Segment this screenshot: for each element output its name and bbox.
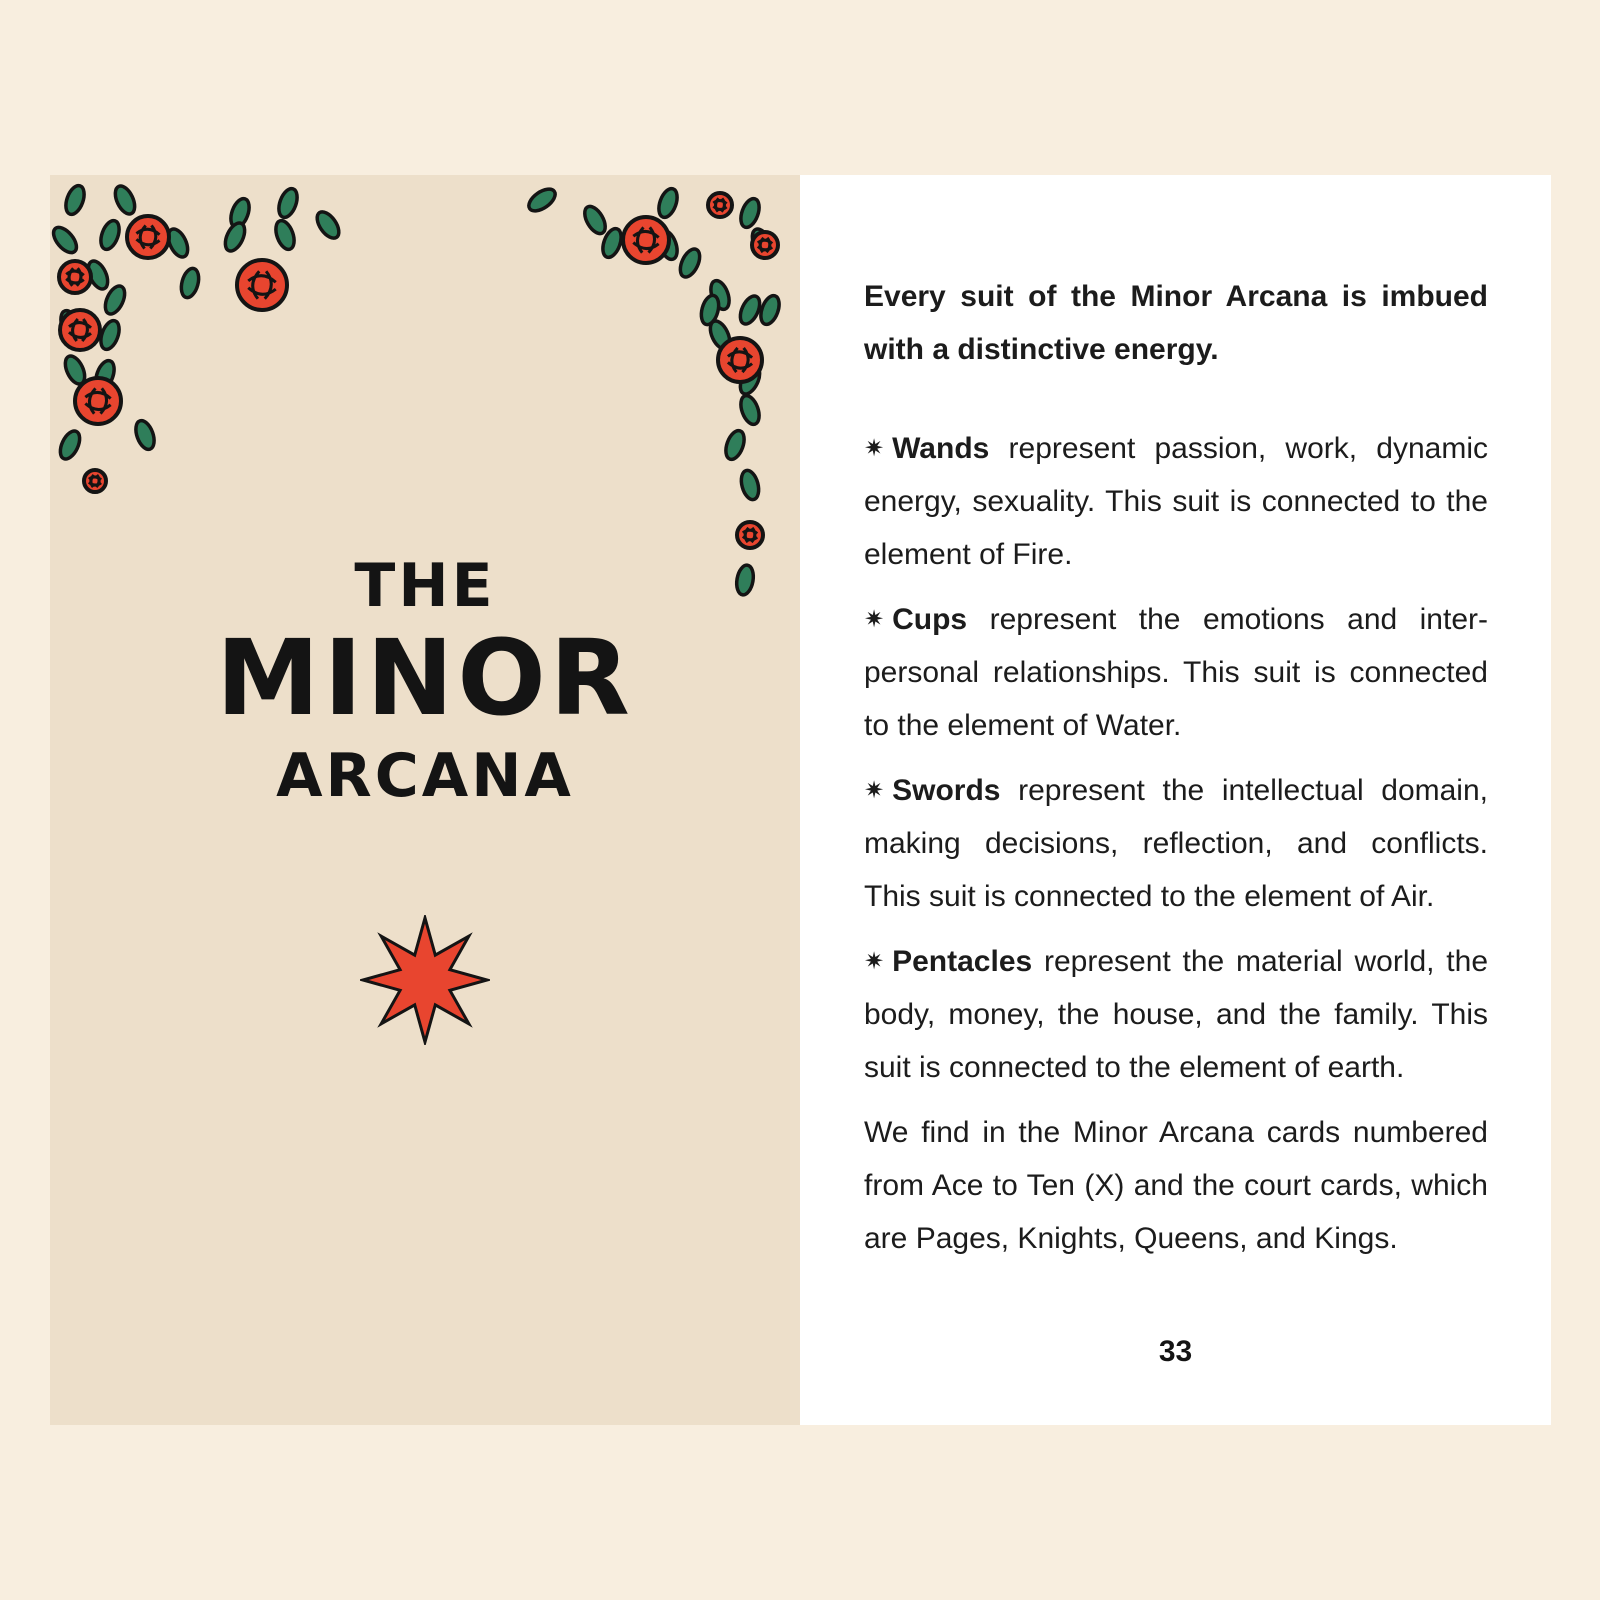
chapter-title <box>50 553 800 811</box>
rose-icon <box>127 216 169 258</box>
rose-icon <box>623 217 669 263</box>
rose-icon <box>752 232 778 258</box>
suit-description: represent the intellectual domain, making decisions, reflection, and conflicts. This suit is connected to the element of Air. <box>864 774 1488 913</box>
leaf-icon <box>313 208 343 242</box>
leaf-icon <box>132 418 157 452</box>
leaf-icon <box>738 468 761 501</box>
text-column <box>864 270 1488 1265</box>
rose-icon <box>708 193 732 217</box>
closing-paragraph: We find in the Minor Arcana cards numbered from Ace to Ten (X) and the court cards, which are Pages, Knights, Queens, and Kings. <box>864 1116 1488 1255</box>
bullet-star-icon: ✷ <box>864 777 885 804</box>
leaf-icon <box>62 183 87 217</box>
suit-description: represent the material world, the body, money, the house, and the family. This suit is connected to the element of earth. <box>864 945 1488 1084</box>
suit-description: represent passion, work, dynamic energy, sexuality. This suit is connected to the element of Fire. <box>864 432 1488 571</box>
leaf-icon <box>97 218 122 252</box>
suit-paragraph-wands <box>864 422 1488 581</box>
leaf-icon <box>757 293 782 327</box>
suit-name: Cups <box>892 603 968 636</box>
leaf-icon <box>676 246 703 280</box>
eight-point-star-icon <box>360 915 490 1045</box>
rose-icon <box>75 378 121 424</box>
bullet-star-icon: ✷ <box>864 948 885 975</box>
suit-name: Pentacles <box>892 945 1033 978</box>
leaf-icon <box>221 220 248 254</box>
rose-icon <box>84 470 106 492</box>
rose-icon <box>718 338 762 382</box>
rose-icon <box>237 260 287 310</box>
suit-name: Wands <box>892 432 990 465</box>
bullet-star-icon: ✷ <box>864 435 885 462</box>
intro-paragraph: Every suit of the Minor Arcana is imbued with a distinctive energy. <box>864 280 1488 366</box>
leaf-icon <box>736 293 763 327</box>
suit-paragraph-cups <box>864 593 1488 752</box>
rose-icon <box>737 522 763 548</box>
bullet-star-icon: ✷ <box>864 606 885 633</box>
leaf-icon <box>737 393 762 427</box>
leaf-icon <box>50 223 81 256</box>
leaf-icon <box>275 186 300 220</box>
right-page <box>800 175 1551 1425</box>
title-line-minor: MINOR <box>216 617 634 739</box>
suit-description: represent the emotions and inter-personal relationships. This suit is connected to the element of Water. <box>864 603 1488 742</box>
book-spread <box>50 175 1551 1425</box>
leaf-icon <box>722 428 747 462</box>
leaf-icon <box>272 218 297 252</box>
rose-icon <box>60 310 100 350</box>
title-line-the: THE <box>354 551 496 621</box>
leaf-icon <box>525 185 559 215</box>
suit-name: Swords <box>892 774 1001 807</box>
left-page <box>50 175 800 1425</box>
rose-icon <box>59 261 91 293</box>
title-line-arcana: ARCANA <box>276 741 574 811</box>
page-number: 33 <box>1158 1335 1193 1368</box>
leaf-icon <box>737 196 762 230</box>
leaf-icon <box>111 183 138 217</box>
leaf-icon <box>655 186 680 220</box>
leaf-icon <box>56 428 83 462</box>
leaf-icon <box>581 203 610 237</box>
leaf-icon <box>178 266 201 299</box>
suit-paragraph-swords <box>864 764 1488 923</box>
suit-paragraph-pentacles <box>864 935 1488 1094</box>
